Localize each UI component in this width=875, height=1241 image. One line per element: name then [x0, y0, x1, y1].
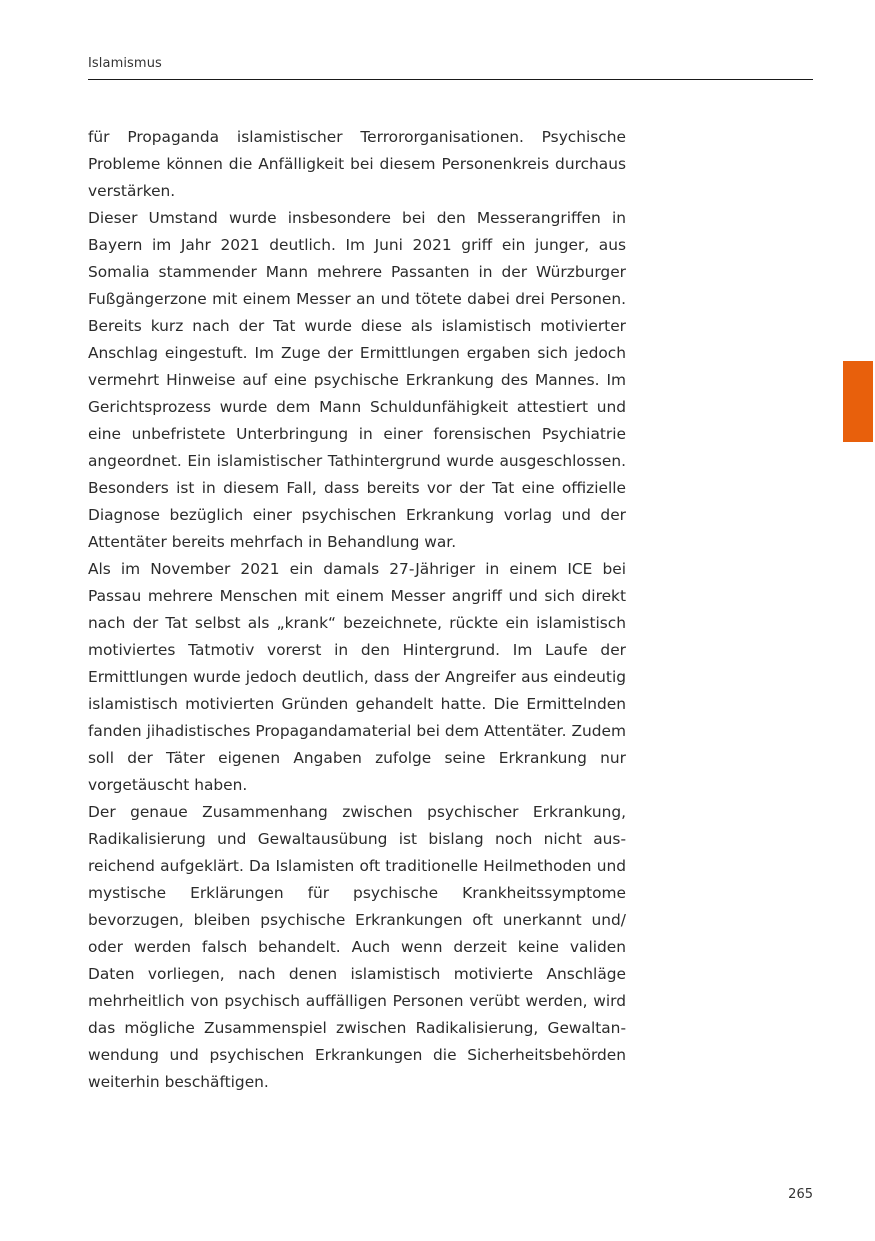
page-number: 265 [788, 1187, 813, 1202]
paragraph-4: Der genaue Zusammenhang zwischen psychischer Erkrankung, Radikalisierung und Gewaltausübung ist bislang noch nicht ausreichend aufgeklärt. Da Islamisten oft traditionelle Heilmethoden und mystische Erklärungen für psychische Krankheitssymptome bevorzugen, bleiben psychische Erkrankungen oft unerkannt und/​oder werden falsch behandelt. Auch wenn derzeit keine validen Daten vorliegen, nach denen islamistisch motivierte Anschläge mehrheitlich von psychisch auffälligen Personen verübt werden, wird das mögliche Zusammenspiel zwischen Radikalisierung, Gewaltanwendung und psychischen Erkrankungen die Sicherheitsbehörden weiterhin beschäftigen. [88, 803, 626, 1091]
paragraph-2: Dieser Umstand wurde insbesondere bei den Messerangriffen in Bayern im Jahr 2021 deutlich. Im Juni 2021 griff ein junger, aus Somalia stammender Mann mehrere Passanten in der Würzburger Fußgängerzone mit einem Messer an und tötete dabei drei Personen. Bereits kurz nach der Tat wurde diese als islamistisch motivierter Anschlag eingestuft. Im Zuge der Ermittlungen ergaben sich jedoch vermehrt Hinweise auf eine psychische Erkrankung des Mannes. Im Gerichtsprozess wurde dem Mann Schuldunfähigkeit attestiert und eine unbefristete Unterbringung in einer forensischen Psychiatrie angeordnet. Ein islamistischer Tathintergrund wurde ausgeschlossen. Besonders ist in diesem Fall, dass bereits vor der Tat eine offizielle Diagnose bezüglich einer psychischen Erkrankung vorlag und der Attentäter bereits mehrfach in Behandlung war. [88, 209, 626, 551]
paragraph-1: für Propaganda islamistischer Terrororganisationen. Psychische Probleme können die Anfälligkeit bei diesem Personenkreis durchaus verstärken. [88, 128, 626, 200]
header-divider [88, 79, 813, 80]
body-text [88, 124, 626, 1096]
chapter-thumb-tab [843, 361, 873, 442]
running-header-title: Islamismus [88, 56, 162, 71]
paragraph-3: Als im November 2021 ein damals 27-Jähriger in einem ICE bei Passau mehrere Menschen mit einem Messer angriff und sich direkt nach der Tat selbst als „krank“ bezeichnete, rückte ein islamistisch motiviertes Tatmotiv vorerst in den Hintergrund. Im Laufe der Ermittlungen wurde jedoch deutlich, dass der Angreifer aus eindeutig islamistisch motivierten Gründen gehandelt hatte. Die Ermittelnden fanden jihadistisches Propagandamaterial bei dem Attentäter. Zudem soll der Täter eigenen Angaben zufolge seine Erkrankung nur vorgetäuscht haben. [88, 560, 626, 794]
